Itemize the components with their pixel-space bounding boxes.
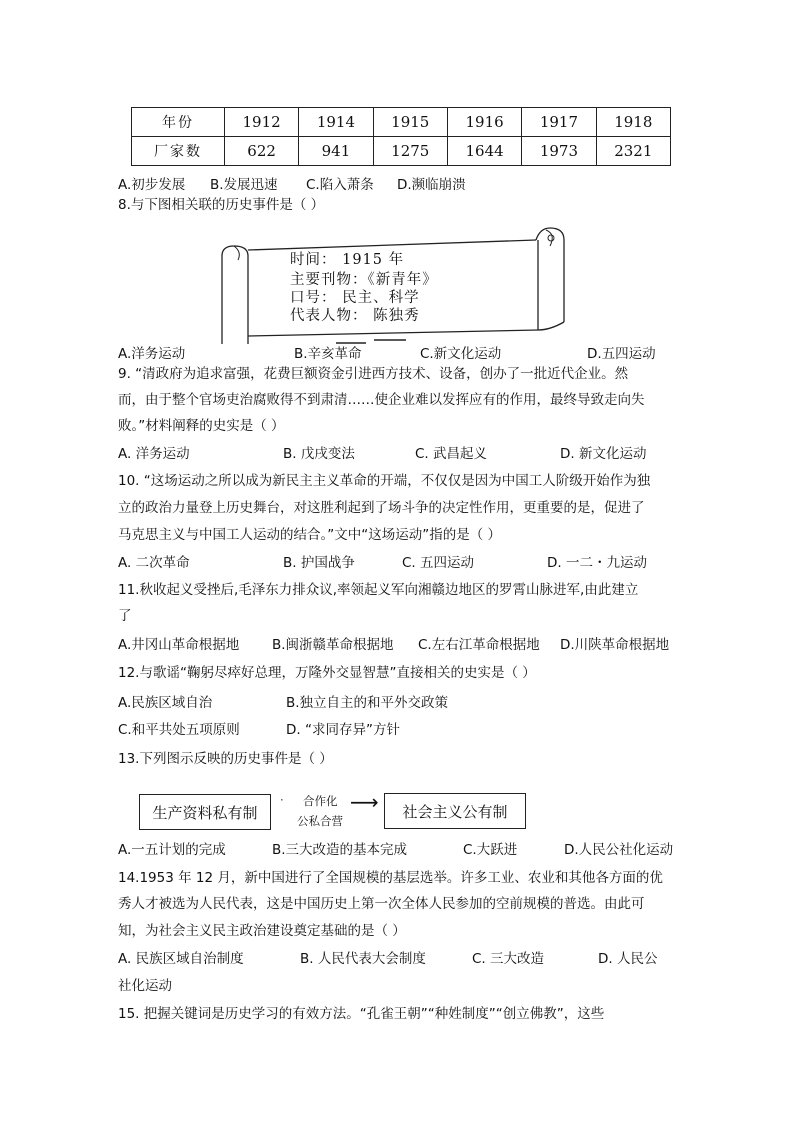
q14-option-b: B. 人民代表大会制度 bbox=[300, 951, 426, 967]
scroll-line-slogan: 口号： 民主、科学 bbox=[290, 290, 420, 306]
q14-option-d: D. 人民公 bbox=[598, 951, 658, 967]
q13-option-b: B.三大改造的基本完成 bbox=[272, 842, 408, 858]
q8-option-c: C.新文化运动 bbox=[420, 346, 502, 362]
factory-count-table bbox=[131, 107, 671, 166]
q12-option-b: B.独立自主的和平外交政策 bbox=[286, 695, 449, 711]
q8-stem: 8.与下图相关联的历史事件是（ ） bbox=[118, 197, 325, 213]
q9-option-a: A. 洋务运动 bbox=[118, 446, 190, 462]
q7-option-c: C.陷入萧条 bbox=[306, 177, 374, 193]
public-ownership-box bbox=[384, 793, 526, 829]
q14-option-d-tail: 社化运动 bbox=[118, 978, 172, 994]
q8-option-b: B.辛亥革命 bbox=[294, 346, 362, 362]
table-cell: 1973 bbox=[522, 137, 596, 166]
q9-line-3: 败。”材料阐释的史实是（ ） bbox=[118, 418, 285, 434]
private-ownership-label: 生产资料私有制 bbox=[152, 803, 258, 822]
q9-line-1: 9. “清政府为追求富强，花费巨额资金引进西方技术、设备，创办了一批近代企业。然 bbox=[118, 366, 629, 382]
q8-option-d: D.五四运动 bbox=[587, 346, 656, 362]
q10-option-b: B. 护国战争 bbox=[283, 555, 355, 571]
table-cell: 1915 bbox=[373, 108, 447, 137]
q7-option-b: B.发展迅速 bbox=[210, 177, 278, 193]
arrow-right-icon: ⟶ bbox=[350, 790, 379, 814]
table-row bbox=[132, 137, 671, 166]
q8-option-a: A.洋务运动 bbox=[118, 346, 186, 362]
q14-option-c: C. 三大改造 bbox=[472, 951, 545, 967]
q12-stem: 12.与歌谣“鞠躬尽瘁好总理，万隆外交显智慧”直接相关的史实是（ ） bbox=[118, 665, 536, 681]
table-cell: 1914 bbox=[299, 108, 373, 137]
table-cell: 941 bbox=[299, 137, 373, 166]
scroll-line-time: 时间： 1915 年 bbox=[290, 252, 405, 268]
table-cell: 1644 bbox=[447, 137, 521, 166]
q10-option-c: C. 五四运动 bbox=[402, 555, 475, 571]
q12-option-c: C.和平共处五项原则 bbox=[118, 722, 240, 738]
q10-option-d: D. 一二・九运动 bbox=[547, 555, 647, 571]
table-cell: 2321 bbox=[596, 137, 670, 166]
table-cell: 1275 bbox=[373, 137, 447, 166]
table-cell: 1918 bbox=[596, 108, 670, 137]
q10-line-3: 马克思主义与中国工人运动的结合。”文中“这场运动”指的是（ ） bbox=[118, 527, 502, 543]
public-ownership-label: 社会主义公有制 bbox=[402, 802, 508, 821]
private-ownership-box bbox=[139, 794, 271, 830]
arrow-label-joint: 公私合营 bbox=[297, 814, 343, 828]
q13-stem: 13.下列图示反映的历史事件是（ ） bbox=[118, 751, 333, 767]
q13-option-a: A.一五计划的完成 bbox=[118, 842, 226, 858]
table-cell: 年份 bbox=[132, 108, 225, 137]
q11-option-c: C.左右江革命根据地 bbox=[418, 637, 540, 653]
q11-option-b: B.闽浙赣革命根据地 bbox=[272, 637, 394, 653]
q14-line-3: 知，为社会主义民主政治建设奠定基础的是（ ） bbox=[118, 923, 406, 939]
q10-line-2: 立的政治力量登上历史舞台，对这胜利起到了场斗争的决定性作用，更重要的是，促进了 bbox=[118, 500, 645, 516]
q9-option-b: B. 戊戌变法 bbox=[283, 446, 355, 462]
q14-line-1: 14.1953 年 12 月，新中国进行了全国规模的基层选举。许多工业、农业和其他各方面的优 bbox=[118, 870, 663, 886]
q11-option-d: D.川陕革命根据地 bbox=[560, 637, 670, 653]
scroll-line-journal: 主要刊物：《新青年》 bbox=[290, 272, 438, 288]
q15-line-1: 15. 把握关键词是历史学习的有效方法。“孔雀王朝”“种姓制度”“创立佛教”，这些 bbox=[118, 1006, 605, 1022]
q9-option-d: D. 新文化运动 bbox=[560, 446, 647, 462]
dot-mark: · bbox=[280, 793, 284, 807]
q9-line-2: 而，由于整个官场吏治腐败得不到肃清……使企业难以发挥应有的作用，最终导致走向失 bbox=[118, 392, 645, 408]
q7-option-d: D.濒临崩溃 bbox=[397, 177, 466, 193]
table-cell: 厂家数 bbox=[132, 137, 225, 166]
q7-option-a: A.初步发展 bbox=[118, 177, 186, 193]
table-cell: 1917 bbox=[522, 108, 596, 137]
q12-option-a: A.民族区域自治 bbox=[118, 695, 213, 711]
scroll-figure bbox=[216, 226, 572, 344]
q13-option-c: C.大跃进 bbox=[463, 842, 518, 858]
q13-option-d: D.人民公社化运动 bbox=[564, 842, 674, 858]
q14-line-2: 秀人才被选为人民代表，这是中国历史上第一次全体人民参加的空前规模的普选。由此可 bbox=[118, 896, 645, 912]
q11-option-a: A.井冈山革命根据地 bbox=[118, 637, 240, 653]
table-row bbox=[132, 108, 671, 137]
scroll-line-person: 代表人物： 陈独秀 bbox=[290, 308, 420, 324]
q11-line-1: 11.秋收起义受挫后,毛泽东力排众议,率领起义军向湘赣边地区的罗霄山脉进军,由此建立 bbox=[118, 582, 639, 598]
table-cell: 622 bbox=[224, 137, 298, 166]
table-cell: 1916 bbox=[447, 108, 521, 137]
q10-line-1: 10. “这场运动之所以成为新民主主义革命的开端，不仅仅是因为中国工人阶级开始作为独 bbox=[118, 473, 651, 489]
arrow-label-cooperation: 合作化 bbox=[303, 794, 338, 808]
q11-line-2: 了 bbox=[118, 608, 132, 624]
q10-option-a: A. 二次革命 bbox=[118, 555, 190, 571]
q12-option-d: D. “求同存异”方针 bbox=[286, 722, 400, 738]
table-cell: 1912 bbox=[224, 108, 298, 137]
q14-option-a: A. 民族区域自治制度 bbox=[118, 951, 244, 967]
q9-option-c: C. 武昌起义 bbox=[415, 446, 488, 462]
